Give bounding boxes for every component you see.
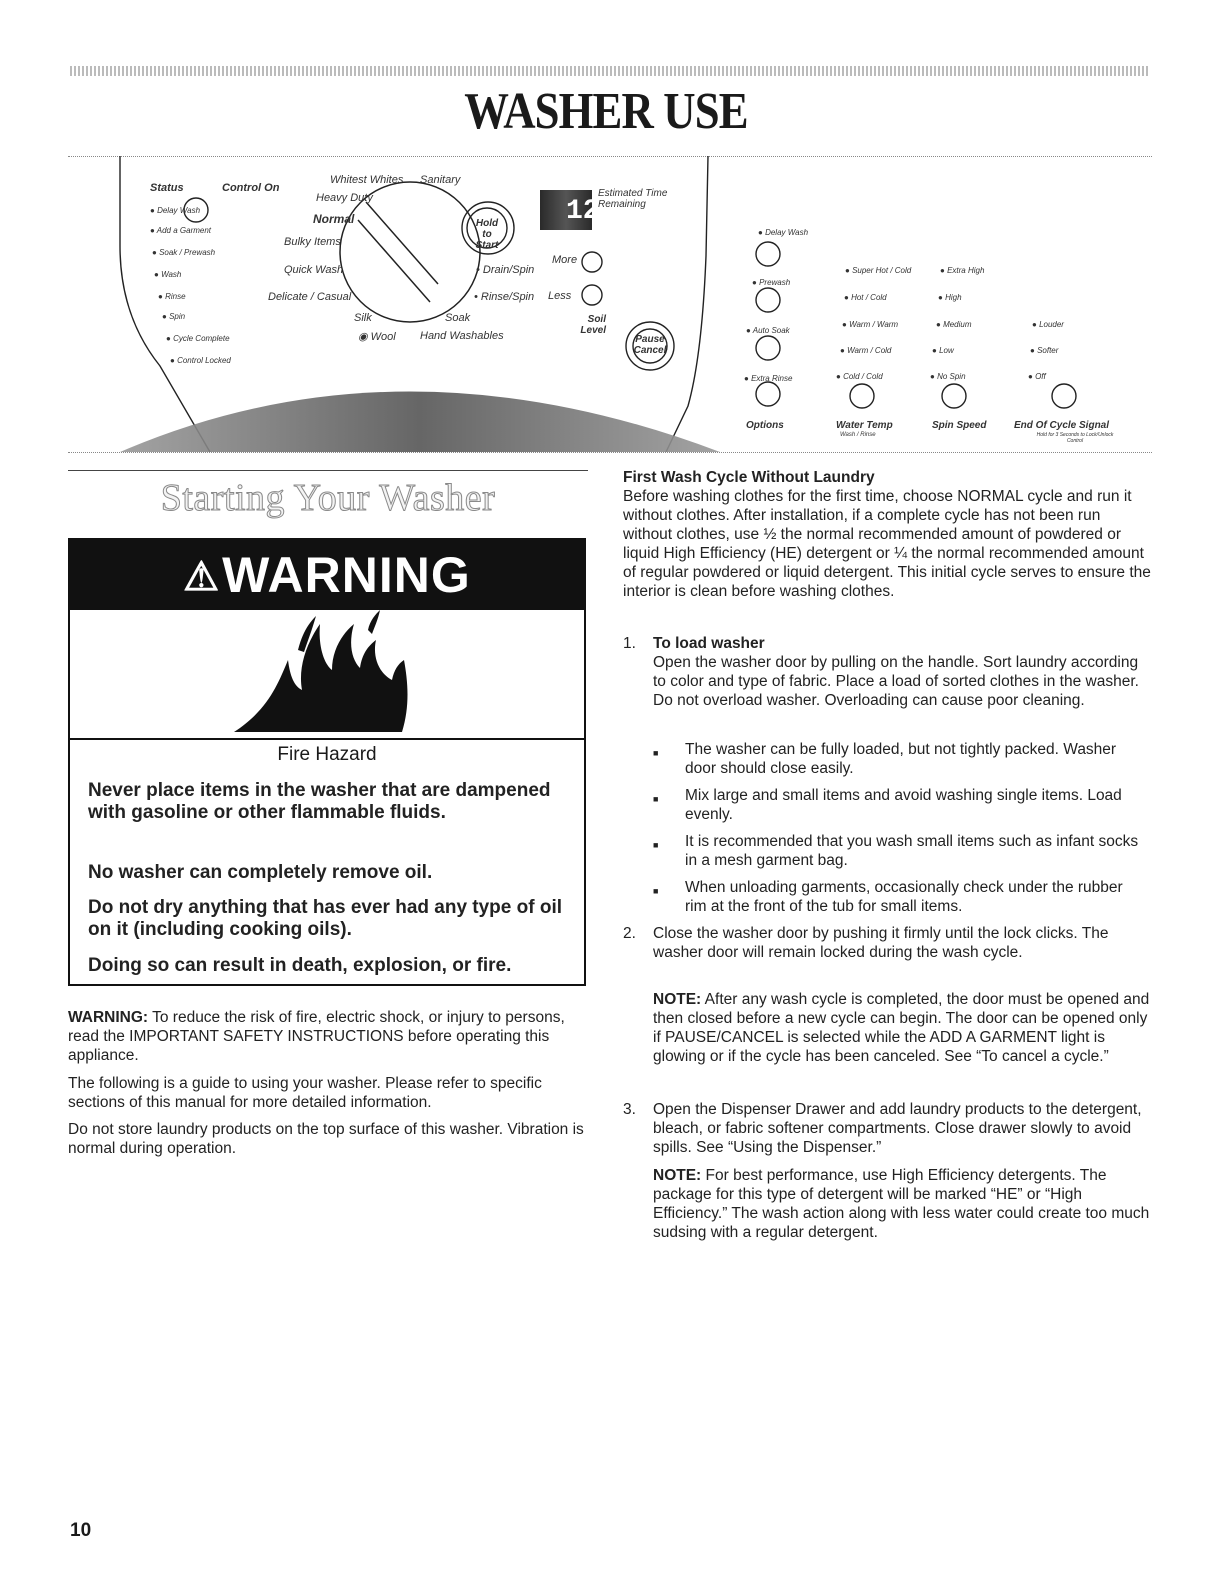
- list-item: ■ Mix large and small items and avoid washing single items. Load evenly.: [653, 787, 1122, 823]
- spin-item: ● Extra High: [940, 266, 985, 275]
- dial-label: ◉ Wool: [358, 331, 396, 343]
- options-title: Options: [746, 420, 784, 431]
- spin-item: ● Low: [932, 346, 954, 355]
- warning-paragraph: WARNING: To reduce the risk of fire, electric shock, or injury to persons, read the IMPORTANT SAFETY INSTRUCTIONS before operating this appliance.: [68, 1009, 565, 1064]
- warning-icon: ⚠: [183, 555, 221, 599]
- time-display-value: 12: [566, 196, 600, 227]
- dial-label: • Drain/Spin: [476, 264, 535, 276]
- display-caption: Estimated Time Remaining: [598, 188, 668, 210]
- status-item: ● Soak / Prewash: [152, 248, 216, 257]
- status-item: ● Control Locked: [170, 356, 231, 365]
- intro-paragraph: Before washing clothes for the first time, choose NORMAL cycle and run it without clothes. After installation, if a complete cycle has not been run without clothes, use ½ the normal recommended amount of powdered or liquid High Efficiency (HE) detergent or ¼ the normal recommended amount of regular powdered or liquid detergent. This initial cycle serves to ensure the interior is clean before washing clothes.: [623, 488, 1151, 600]
- option-button: [756, 382, 780, 406]
- status-title: Status: [150, 182, 184, 194]
- step-1-text: Open the washer door by pulling on the handle. Sort laundry according to color and type of fabric. Place a load of sorted clothes in the washer. Do not overload washer. Overloading can cause poor cleaning.: [653, 654, 1139, 709]
- section-rule: [68, 470, 588, 471]
- status-item: ● Rinse: [158, 292, 186, 301]
- warning-heading: ⚠WARNING: [70, 540, 584, 610]
- water-temp-item: ● Cold / Cold: [836, 372, 883, 381]
- dial-label: Whitest Whites: [330, 174, 404, 186]
- water-temp-item: ● Super Hot / Cold: [845, 266, 912, 275]
- option-item: ● Extra Rinse: [744, 374, 793, 383]
- spin-item: ● High: [938, 293, 962, 302]
- status-item: ● Wash: [154, 270, 182, 279]
- water-temp-item: ● Warm / Warm: [842, 320, 899, 329]
- dial-label: Hand Washables: [420, 330, 504, 342]
- signal-item: ● Off: [1028, 372, 1046, 381]
- fire-icon: [228, 610, 418, 736]
- less-label: Less: [548, 290, 572, 302]
- warning-text: Doing so can result in death, explosion, or fire.: [88, 955, 512, 976]
- water-temp-button: [850, 384, 874, 408]
- section-title: Starting Your Washer: [160, 477, 496, 519]
- signal-title: End Of Cycle Signal: [1014, 420, 1110, 431]
- spin-item: ● Medium: [936, 320, 972, 329]
- option-item: ● Delay Wash: [758, 228, 809, 237]
- option-button: [756, 288, 780, 312]
- signal-sub: Hold for 3 Seconds to Lock/Unlock Control: [1036, 432, 1114, 444]
- option-item: ● Prewash: [752, 278, 791, 287]
- storage-paragraph: Do not store laundry products on the top surface of this washer. Vibration is normal during operation.: [68, 1121, 584, 1157]
- spin-speed-button: [942, 384, 966, 408]
- dial-label: Heavy Duty: [316, 192, 373, 204]
- divider: [70, 738, 584, 740]
- page-title: WASHER USE: [464, 83, 748, 140]
- panel-swoosh: [120, 392, 720, 453]
- list-item: ■ The washer can be fully loaded, but not tightly packed. Washer door should close easily.: [653, 741, 1117, 777]
- dial-label: Sanitary: [420, 174, 461, 186]
- step-1-title: To load washer: [653, 635, 765, 652]
- warning-text: Do not dry anything that has ever had any type of oil on it (including cooking oils).: [88, 897, 563, 940]
- soil-level-label: Soil Level: [580, 314, 606, 336]
- status-item: ● Spin: [162, 312, 186, 321]
- more-button: [582, 252, 602, 272]
- dial-pointer: [366, 202, 438, 284]
- dial-pointer: [358, 220, 430, 302]
- status-item: ● Delay Wash: [150, 206, 201, 215]
- list-item: ■ When unloading garments, occasionally check under the rubber rim at the front of the tub for small items.: [653, 879, 1123, 915]
- more-label: More: [552, 254, 578, 266]
- page-number: 10: [70, 1520, 92, 1541]
- pause-cancel-label: Pause Cancel: [633, 334, 667, 356]
- list-item: ■ It is recommended that you wash small items such as infant socks in a mesh garment bag.: [653, 833, 1139, 869]
- less-button: [582, 285, 602, 305]
- warning-text: Never place items in the washer that are dampened with gasoline or other flammable fluids.: [88, 780, 551, 823]
- water-temp-title: Water Temp: [836, 420, 893, 431]
- dial-label: Soak: [445, 312, 471, 324]
- spin-item: ● No Spin: [930, 372, 966, 381]
- spin-title: Spin Speed: [932, 420, 987, 431]
- hazard-title: Fire Hazard: [277, 744, 377, 765]
- panel-left-edge: [120, 156, 210, 452]
- option-item: ● Auto Soak: [746, 326, 790, 335]
- divider: [68, 452, 1152, 453]
- signal-item: ● Louder: [1032, 320, 1064, 329]
- dial-label: Normal: [313, 212, 355, 226]
- signal-item: ● Softer: [1030, 346, 1059, 355]
- control-on-label: Control On: [222, 182, 280, 194]
- option-button: [756, 336, 780, 360]
- step-1: 1. To load washer Open the washer door by pulling on the handle. Sort laundry according to color and type of fabric. Place a load of sorted clothes in the washer. Do not overload washer. Overloading can cause poor cleaning.: [623, 634, 1151, 710]
- section-heading: First Wash Cycle Without Laundry: [623, 469, 875, 486]
- dial-label: Silk: [354, 312, 372, 324]
- dial-label: Delicate / Casual: [268, 291, 352, 303]
- option-button: [756, 242, 780, 266]
- water-temp-sub: Wash / Rinse: [840, 432, 876, 438]
- water-temp-item: ● Hot / Cold: [844, 293, 887, 302]
- header-decoration: [70, 66, 1148, 76]
- step-2: 2. Close the washer door by pushing it firmly until the lock clicks. The washer door will remain locked during the wash cycle.: [623, 925, 1109, 961]
- dial-label: Bulky Items: [284, 236, 341, 248]
- signal-button: [1052, 384, 1076, 408]
- warning-text: No washer can completely remove oil.: [88, 862, 433, 883]
- start-label: Hold to Start: [475, 218, 499, 251]
- note-1: NOTE: After any wash cycle is completed, the door must be opened and then closed before a new cycle can begin. The door can be opened only if PAUSE/CANCEL is selected while the ADD A GARMENT light is glowing or if the cycle has been canceled. See “To cancel a cycle.”: [653, 991, 1150, 1065]
- dial-label: • Rinse/Spin: [474, 291, 535, 303]
- water-temp-item: ● Warm / Cold: [840, 346, 892, 355]
- dial-label: Quick Wash: [284, 264, 344, 276]
- status-item: ● Add a Garment: [150, 226, 212, 235]
- note-2: NOTE: For best performance, use High Efficiency detergents. The package for this type of detergent will be marked “HE” or “High Efficiency.” The wash action along with less water could create too much sudsing with a regular detergent.: [653, 1167, 1150, 1241]
- step-3: 3. Open the Dispenser Drawer and add laundry products to the detergent, bleach, or fabric softener compartments. Close drawer slowly to avoid spills. See “Using the Dispenser.”: [623, 1101, 1142, 1156]
- guide-paragraph: The following is a guide to using your washer. Please refer to specific sections of this manual for more detailed information.: [68, 1075, 542, 1111]
- status-item: ● Cycle Complete: [166, 334, 230, 343]
